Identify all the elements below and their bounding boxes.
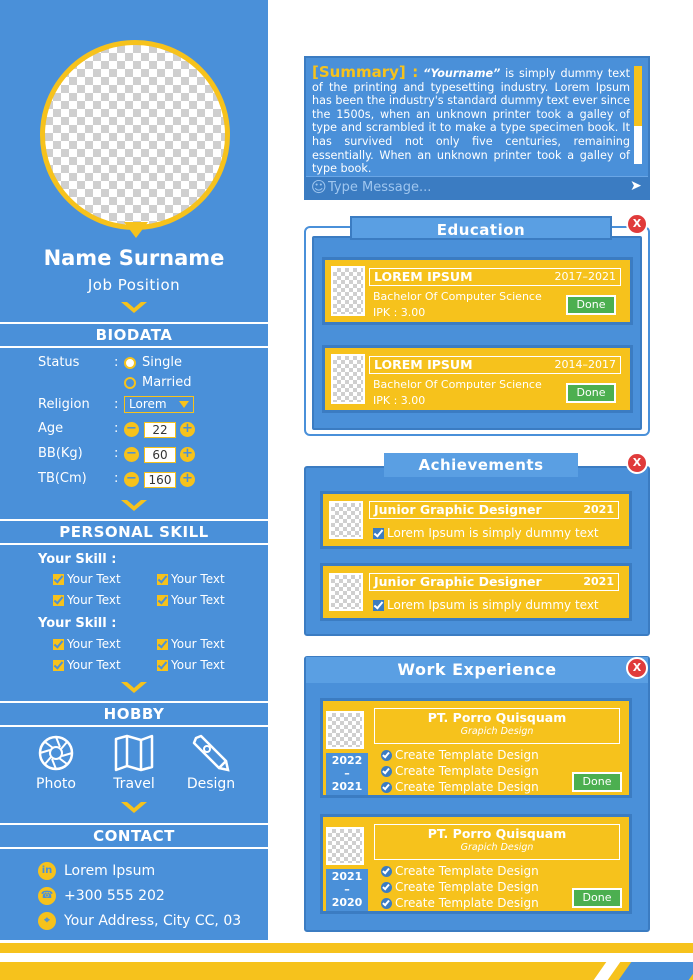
work-years: [326, 869, 368, 911]
tb-minus-button[interactable]: −: [124, 472, 139, 487]
status-radio-single[interactable]: [124, 357, 136, 369]
religion-select[interactable]: [124, 396, 194, 413]
age-minus-button[interactable]: −: [124, 422, 139, 437]
summary-label: [Summary] :: [312, 63, 419, 81]
status-label: Status: [38, 355, 80, 370]
work-heading: Work Experience: [306, 657, 648, 683]
education-years: 2014–2017: [554, 358, 616, 371]
colon: :: [114, 355, 119, 370]
close-education-button[interactable]: X: [626, 213, 648, 235]
work-year-dash: –: [344, 883, 350, 896]
work-year-dash: –: [344, 767, 350, 780]
check-icon: [381, 898, 392, 909]
achievement-title: Junior Graphic Designer: [374, 574, 542, 589]
camera-aperture-icon: [37, 734, 75, 772]
work-year-end: 2020: [331, 896, 363, 909]
education-card: [322, 257, 633, 325]
checkbox-icon: [53, 574, 64, 585]
work-years: [326, 753, 368, 795]
bb-input[interactable]: 60: [144, 447, 176, 463]
skill-item[interactable]: Your Text: [157, 637, 225, 651]
checkbox-icon: [373, 528, 384, 539]
chevron-down-icon: [121, 682, 147, 693]
job-position: Job Position: [87, 276, 181, 294]
contact-linkedin[interactable]: Lorem Ipsum: [64, 863, 156, 879]
tb-plus-button[interactable]: +: [180, 472, 195, 487]
thumbnail: [329, 573, 363, 611]
status-radio-married[interactable]: [124, 377, 136, 389]
profile-name: Name Surname: [43, 246, 225, 270]
chevron-down-icon: [121, 302, 147, 313]
education-ipk: IPK : 3.00: [373, 394, 426, 407]
sidebar: [0, 0, 268, 940]
done-button[interactable]: Done: [566, 383, 616, 403]
work-year-start: 2022: [331, 754, 363, 767]
photo-pointer: [124, 222, 148, 238]
skill-item[interactable]: Your Text: [53, 572, 121, 586]
work-card: [320, 698, 632, 798]
check-icon: [381, 882, 392, 893]
checkbox-icon: [53, 639, 64, 650]
chevron-down-icon: [121, 802, 147, 813]
summary-lead: “Yourname”: [423, 67, 501, 80]
work-title-box: [374, 824, 620, 860]
work-task: Create Template Design: [381, 864, 539, 878]
summary-scrollbar[interactable]: [634, 66, 642, 164]
done-button[interactable]: Done: [566, 295, 616, 315]
close-achievements-button[interactable]: X: [626, 452, 648, 474]
age-input[interactable]: 22: [144, 422, 176, 438]
tb-label: TB(Cm): [38, 471, 87, 486]
done-button[interactable]: Done: [572, 772, 622, 792]
skill-group-title: Your Skill :: [38, 552, 117, 567]
personal-skill-heading: PERSONAL SKILL: [0, 519, 268, 545]
work-task: Create Template Design: [381, 780, 539, 794]
work-task: Create Template Design: [381, 764, 539, 778]
education-title-box: [369, 268, 621, 286]
work-year-end: 2021: [331, 780, 363, 793]
religion-value: Lorem: [129, 397, 167, 411]
checkbox-icon: [157, 639, 168, 650]
work-year-start: 2021: [331, 870, 363, 883]
hobby-label: Design: [186, 776, 236, 792]
phone-icon: ☎: [38, 887, 56, 905]
location-pin-icon: ⌖: [38, 912, 56, 930]
thumbnail: [326, 711, 364, 749]
bottom-bar: [0, 962, 693, 980]
work-title-box: [374, 708, 620, 744]
skill-item[interactable]: Your Text: [157, 658, 225, 672]
pen-tool-icon: [192, 734, 230, 772]
colon: :: [114, 471, 119, 486]
hobby-label: Travel: [113, 776, 155, 792]
bottom-bar-accent: [619, 962, 693, 980]
bb-label: BB(Kg): [38, 446, 83, 461]
education-heading: Education: [350, 216, 612, 240]
achievement-year: 2021: [583, 503, 614, 516]
checkbox-icon: [373, 600, 384, 611]
profile-photo[interactable]: [40, 40, 230, 230]
achievements-heading: Achievements: [384, 453, 578, 477]
bb-minus-button[interactable]: −: [124, 447, 139, 462]
skill-item[interactable]: Your Text: [53, 658, 121, 672]
thumbnail: [331, 354, 365, 404]
education-degree: Bachelor Of Computer Science: [373, 378, 542, 391]
check-icon: [381, 782, 392, 793]
hobby-heading: HOBBY: [0, 701, 268, 727]
contact-heading: CONTACT: [0, 823, 268, 849]
achievement-card: [320, 491, 632, 549]
summary-body: is simply dummy text of the printing and typesetting industry. Lorem Ipsum has been the industry's standard dummy text ever since the 1500s, when an unknown printer took a galley of type and scrambled it to make a type specimen book. It has survived not only five centuries, remaining essentially. When an unknown printer took a galley of type book.: [312, 67, 630, 176]
message-input[interactable]: [328, 179, 618, 196]
check-icon: [381, 750, 392, 761]
status-option-married: Married: [142, 375, 192, 390]
skill-item[interactable]: Your Text: [53, 593, 121, 607]
achievement-title: Junior Graphic Designer: [374, 502, 542, 517]
skill-group-title: Your Skill :: [38, 616, 117, 631]
thumbnail: [331, 266, 365, 316]
biodata-heading: BIODATA: [0, 322, 268, 348]
achievement-desc: Lorem Ipsum is simply dummy text: [373, 598, 599, 612]
message-bar: [306, 176, 648, 198]
achievement-title-box: [369, 573, 619, 591]
colon: :: [114, 446, 119, 461]
linkedin-icon: in: [38, 862, 56, 880]
education-ipk: IPK : 3.00: [373, 306, 426, 319]
checkbox-icon: [53, 660, 64, 671]
chevron-down-icon: [179, 401, 189, 408]
age-label: Age: [38, 421, 64, 436]
education-degree: Bachelor Of Computer Science: [373, 290, 542, 303]
work-task: Create Template Design: [381, 880, 539, 894]
age-plus-button[interactable]: +: [180, 422, 195, 437]
work-role: Grapich Design: [460, 842, 534, 853]
achievement-title-box: [369, 501, 619, 519]
work-task: Create Template Design: [381, 896, 539, 910]
bottom-stripe: [0, 943, 693, 953]
thumbnail: [326, 827, 364, 865]
skill-item[interactable]: Your Text: [157, 572, 225, 586]
checkbox-icon: [157, 660, 168, 671]
done-button[interactable]: Done: [572, 888, 622, 908]
checkbox-icon: [53, 595, 64, 606]
education-title: LOREM IPSUM: [374, 269, 473, 284]
education-years: 2017–2021: [554, 270, 616, 283]
skill-item[interactable]: Your Text: [157, 593, 225, 607]
colon: :: [114, 397, 119, 412]
contact-address[interactable]: Your Address, City CC, 03: [64, 913, 242, 929]
scrollbar-thumb[interactable]: [634, 66, 642, 126]
check-icon: [381, 866, 392, 877]
work-task: Create Template Design: [381, 748, 539, 762]
status-option-single: Single: [142, 355, 182, 370]
colon: :: [114, 421, 119, 436]
check-icon: [381, 766, 392, 777]
tb-input[interactable]: 160: [144, 472, 176, 488]
education-title-box: [369, 356, 621, 374]
send-icon[interactable]: ➤: [630, 178, 642, 194]
checkbox-icon: [157, 574, 168, 585]
achievement-card: [320, 563, 632, 621]
hobby-label: Photo: [36, 776, 76, 792]
close-work-button[interactable]: X: [626, 657, 648, 679]
bb-plus-button[interactable]: +: [180, 447, 195, 462]
summary-text: [312, 63, 630, 176]
religion-label: Religion: [38, 397, 90, 412]
achievement-year: 2021: [583, 575, 614, 588]
education-title: LOREM IPSUM: [374, 357, 473, 372]
contact-phone[interactable]: +300 555 202: [64, 888, 165, 904]
thumbnail: [329, 501, 363, 539]
achievement-desc: Lorem Ipsum is simply dummy text: [373, 526, 599, 540]
work-company: PT. Porro Quisquam: [427, 826, 567, 841]
education-card: [322, 345, 633, 413]
work-role: Grapich Design: [460, 726, 534, 737]
work-card: [320, 814, 632, 914]
work-company: PT. Porro Quisquam: [427, 710, 567, 725]
checkbox-icon: [157, 595, 168, 606]
summary-box: [304, 56, 650, 200]
chevron-down-icon: [121, 500, 147, 511]
skill-item[interactable]: Your Text: [53, 637, 121, 651]
map-icon: [114, 734, 154, 772]
smile-icon: ☺: [311, 178, 327, 196]
